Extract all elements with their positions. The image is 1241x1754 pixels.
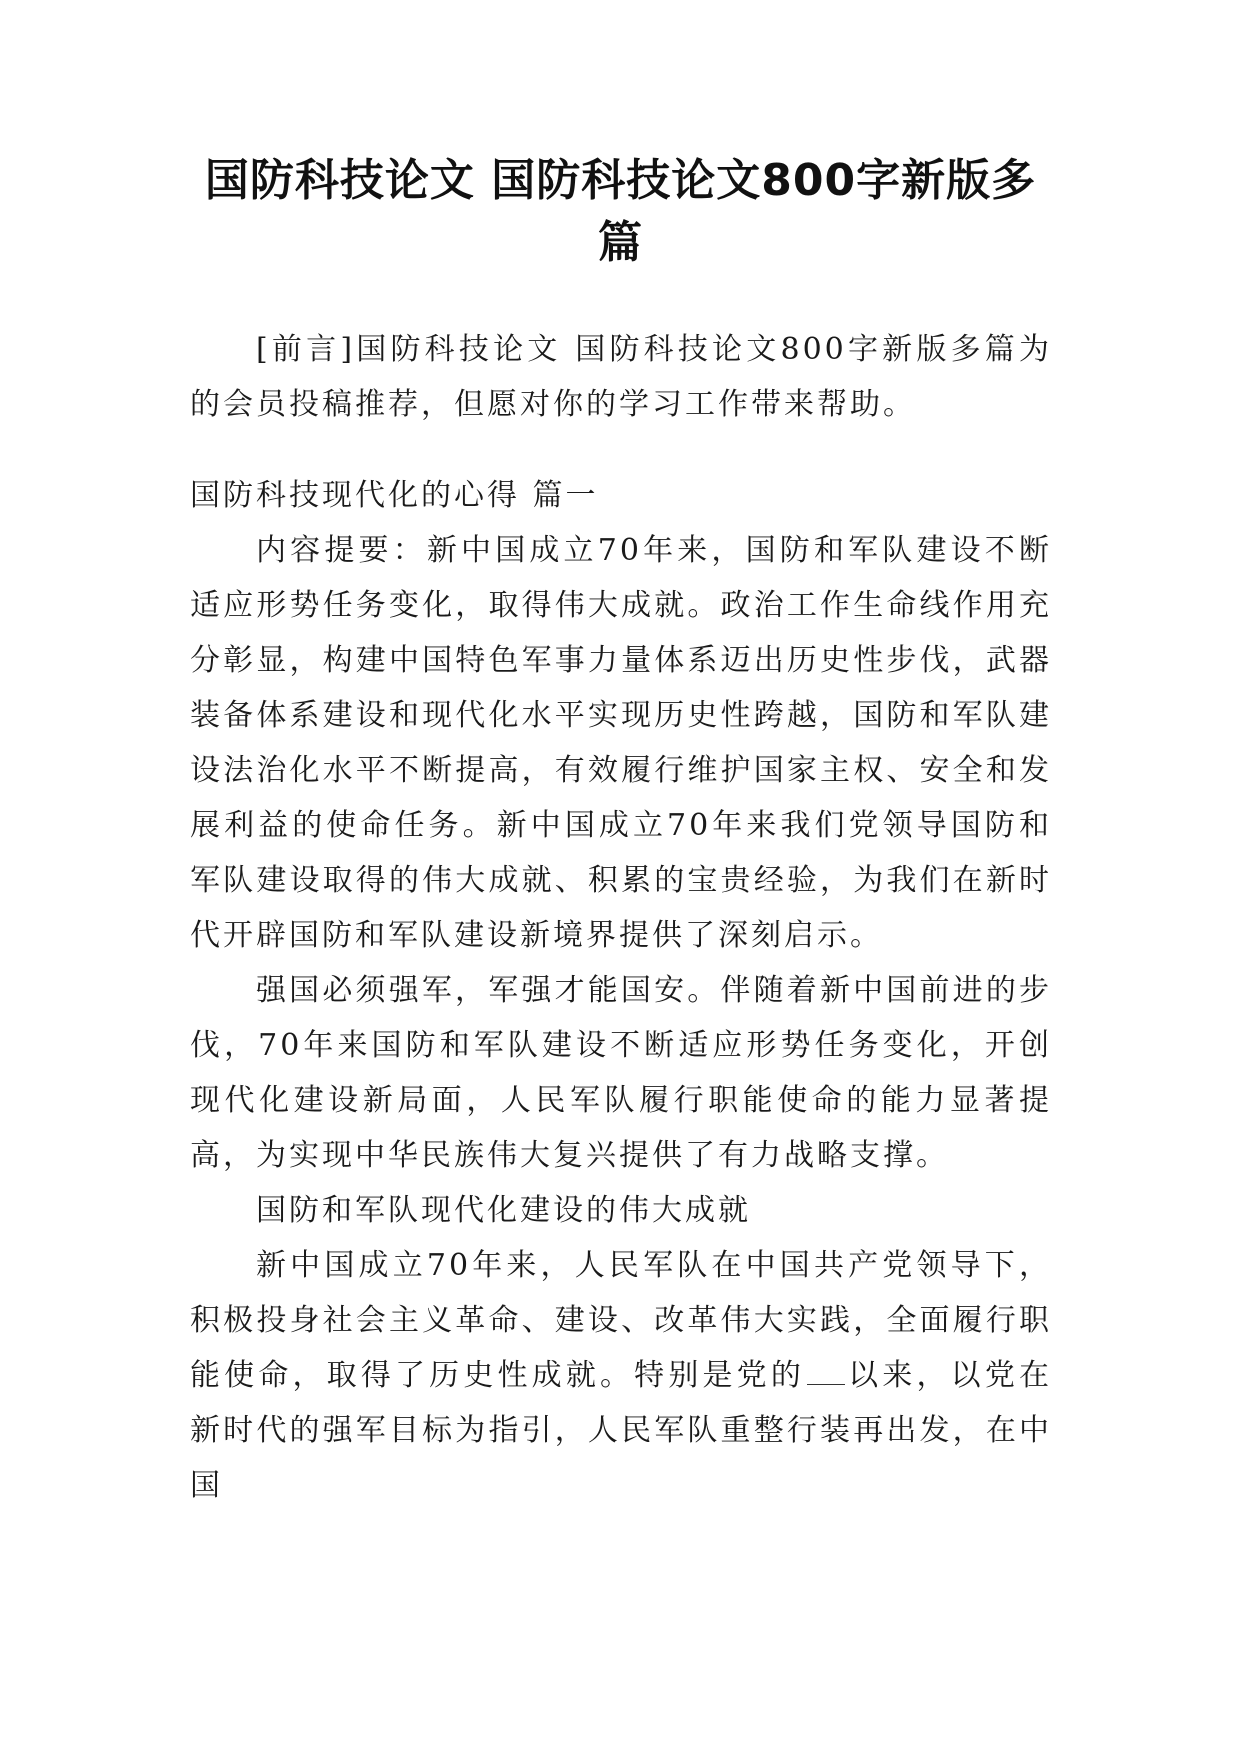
body-paragraph-3 [190, 1238, 1052, 1513]
p3-text-start: 新中国成立70年来，人民军队在中国共产党领导下，积极投身社会主义革命、建设、改革伟大实践，全面履行职能使命，取得了历史性成就。特别是党的 [190, 1248, 1052, 1393]
p3-text-end: 以来，以党在新时代的强军目标为指引，人民军队重整行装再出发，在中国 [190, 1358, 1052, 1503]
summary-paragraph: 内容提要：新中国成立70年来，国防和军队建设不断适应形势任务变化，取得伟大成就。政治工作生命线作用充分彰显，构建中国特色军事力量体系迈出历史性步伐，武器装备体系建设和现代化水平实现历史性跨越，国防和军队建设法治化水平不断提高，有效履行维护国家主权、安全和发展利益的使命任务。新中国成立70年来我们党领导国防和军队建设取得的伟大成就、积累的宝贵经验，为我们在新时代开辟国防和军队建设新境界提供了深刻启示。 [190, 533, 1052, 953]
section-heading: 国防科技现代化的心得 篇一 [190, 478, 599, 513]
sub-heading: 国防和军队现代化建设的伟大成就 [256, 1193, 751, 1228]
preface-paragraph: [前言]国防科技论文 国防科技论文800字新版多篇为的会员投稿推荐，但愿对你的学习工作带来帮助。 [190, 332, 1052, 422]
redacted-blank [807, 1384, 845, 1385]
body-paragraph-2: 强国必须强军，军强才能国安。伴随着新中国前进的步伐，70年来国防和军队建设不断适应形势任务变化，开创现代化建设新局面，人民军队履行职能使命的能力显著提高，为实现中华民族伟大复兴提供了有力战略支撑。 [190, 973, 1052, 1173]
document-title: 国防科技论文 国防科技论文800字新版多篇 [204, 155, 1037, 268]
